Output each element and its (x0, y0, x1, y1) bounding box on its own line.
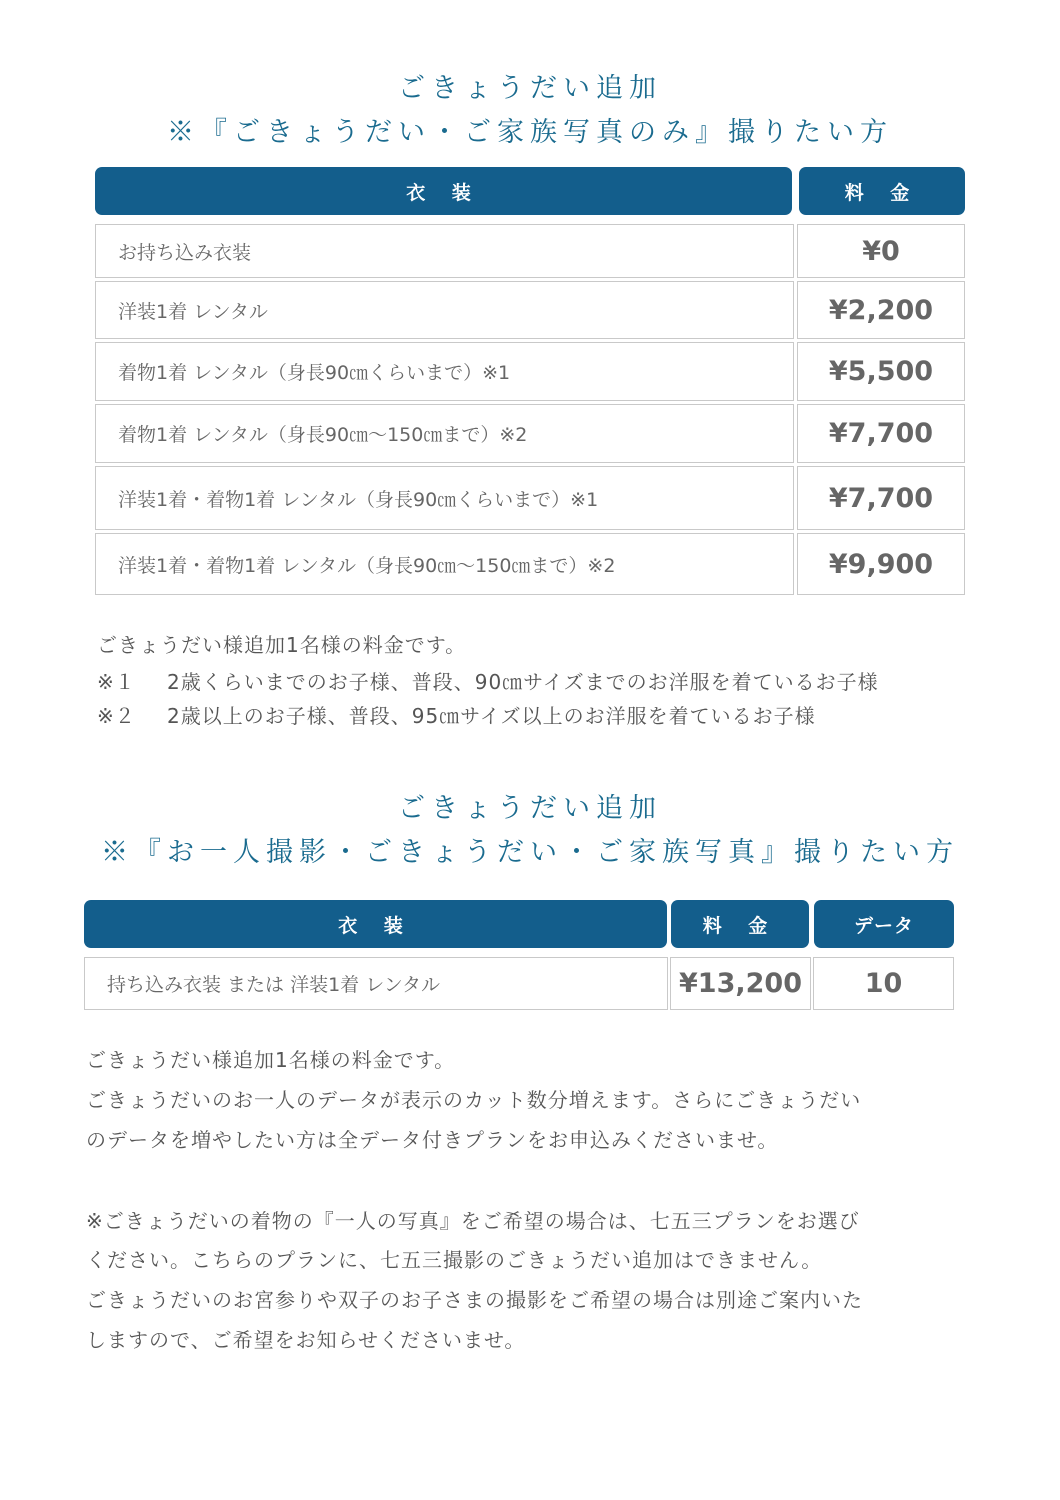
table-row-price: ¥9,900 (797, 533, 965, 595)
footnote-mark: ※１ (97, 670, 136, 694)
section1-footnote-2 (97, 700, 816, 729)
table-row-item: 着物1着 レンタル（身長90㎝〜150㎝まで）※2 (95, 404, 794, 463)
table-row-price: ¥0 (797, 224, 965, 278)
table-row-data-count: 10 (813, 957, 954, 1010)
section1-header-price: 料 金 (799, 167, 965, 215)
section2-subtitle: ※『お一人撮影・ごきょうだい・ご家族写真』撮りたい方 (101, 837, 959, 868)
footnote-mark: ※２ (97, 704, 136, 728)
table-row-price: ¥2,200 (797, 281, 965, 339)
table-row-item: 着物1着 レンタル（身長90㎝くらいまで）※1 (95, 342, 794, 401)
section1-header-costume: 衣 装 (95, 167, 792, 215)
table-row-item: お持ち込み衣装 (95, 224, 794, 278)
table-row-price: ¥5,500 (797, 342, 965, 401)
section2-paragraph2-line: しますので、ご希望をお知らせくださいませ。 (86, 1328, 526, 1352)
section2-paragraph2-line: ※ごきょうだいの着物の『一人の写真』をご希望の場合は、七五三プランをお選び (86, 1209, 860, 1233)
footnote-text: 2歳以上のお子様、普段、95㎝サイズ以上のお洋服を着ているお子様 (167, 704, 816, 728)
section1-note-intro: ごきょうだい様追加1名様の料金です。 (97, 633, 467, 657)
section2-paragraph1-line: ごきょうだい様追加1名様の料金です。 (86, 1048, 456, 1072)
table-row-item: 洋装1着 レンタル (95, 281, 794, 339)
table-row-price: ¥7,700 (797, 404, 965, 463)
section2-header-costume: 衣 装 (84, 900, 667, 948)
section1-title: ごきょうだい追加 (398, 73, 662, 104)
table-row-price: ¥7,700 (797, 466, 965, 530)
table-row-item: 洋装1着・着物1着 レンタル（身長90㎝〜150㎝まで）※2 (95, 533, 794, 595)
table-row-price: ¥13,200 (670, 957, 811, 1010)
section2-paragraph2-line: ください。こちらのプランに、七五三撮影のごきょうだい追加はできません。 (86, 1248, 823, 1272)
section2-header-data: データ (814, 900, 954, 948)
section1-footnote-1 (97, 666, 879, 695)
section1-subtitle: ※『ごきょうだい・ご家族写真のみ』撮りたい方 (167, 117, 893, 148)
section2-paragraph2-line: ごきょうだいのお宮参りや双子のお子さまの撮影をご希望の場合は別途ご案内いた (86, 1288, 863, 1312)
section2-header-price: 料 金 (671, 900, 809, 948)
section2-paragraph1-line: のデータを増やしたい方は全データ付きプランをお申込みくださいませ。 (86, 1128, 779, 1152)
footnote-text: 2歳くらいまでのお子様、普段、90㎝サイズまでのお洋服を着ているお子様 (167, 670, 879, 694)
section2-paragraph1-line: ごきょうだいのお一人のデータが表示のカット数分増えます。さらにごきょうだい (86, 1088, 862, 1112)
table-row-item: 持ち込み衣装 または 洋装1着 レンタル (84, 957, 668, 1010)
table-row-item: 洋装1着・着物1着 レンタル（身長90㎝くらいまで）※1 (95, 466, 794, 530)
section2-title: ごきょうだい追加 (398, 793, 662, 824)
